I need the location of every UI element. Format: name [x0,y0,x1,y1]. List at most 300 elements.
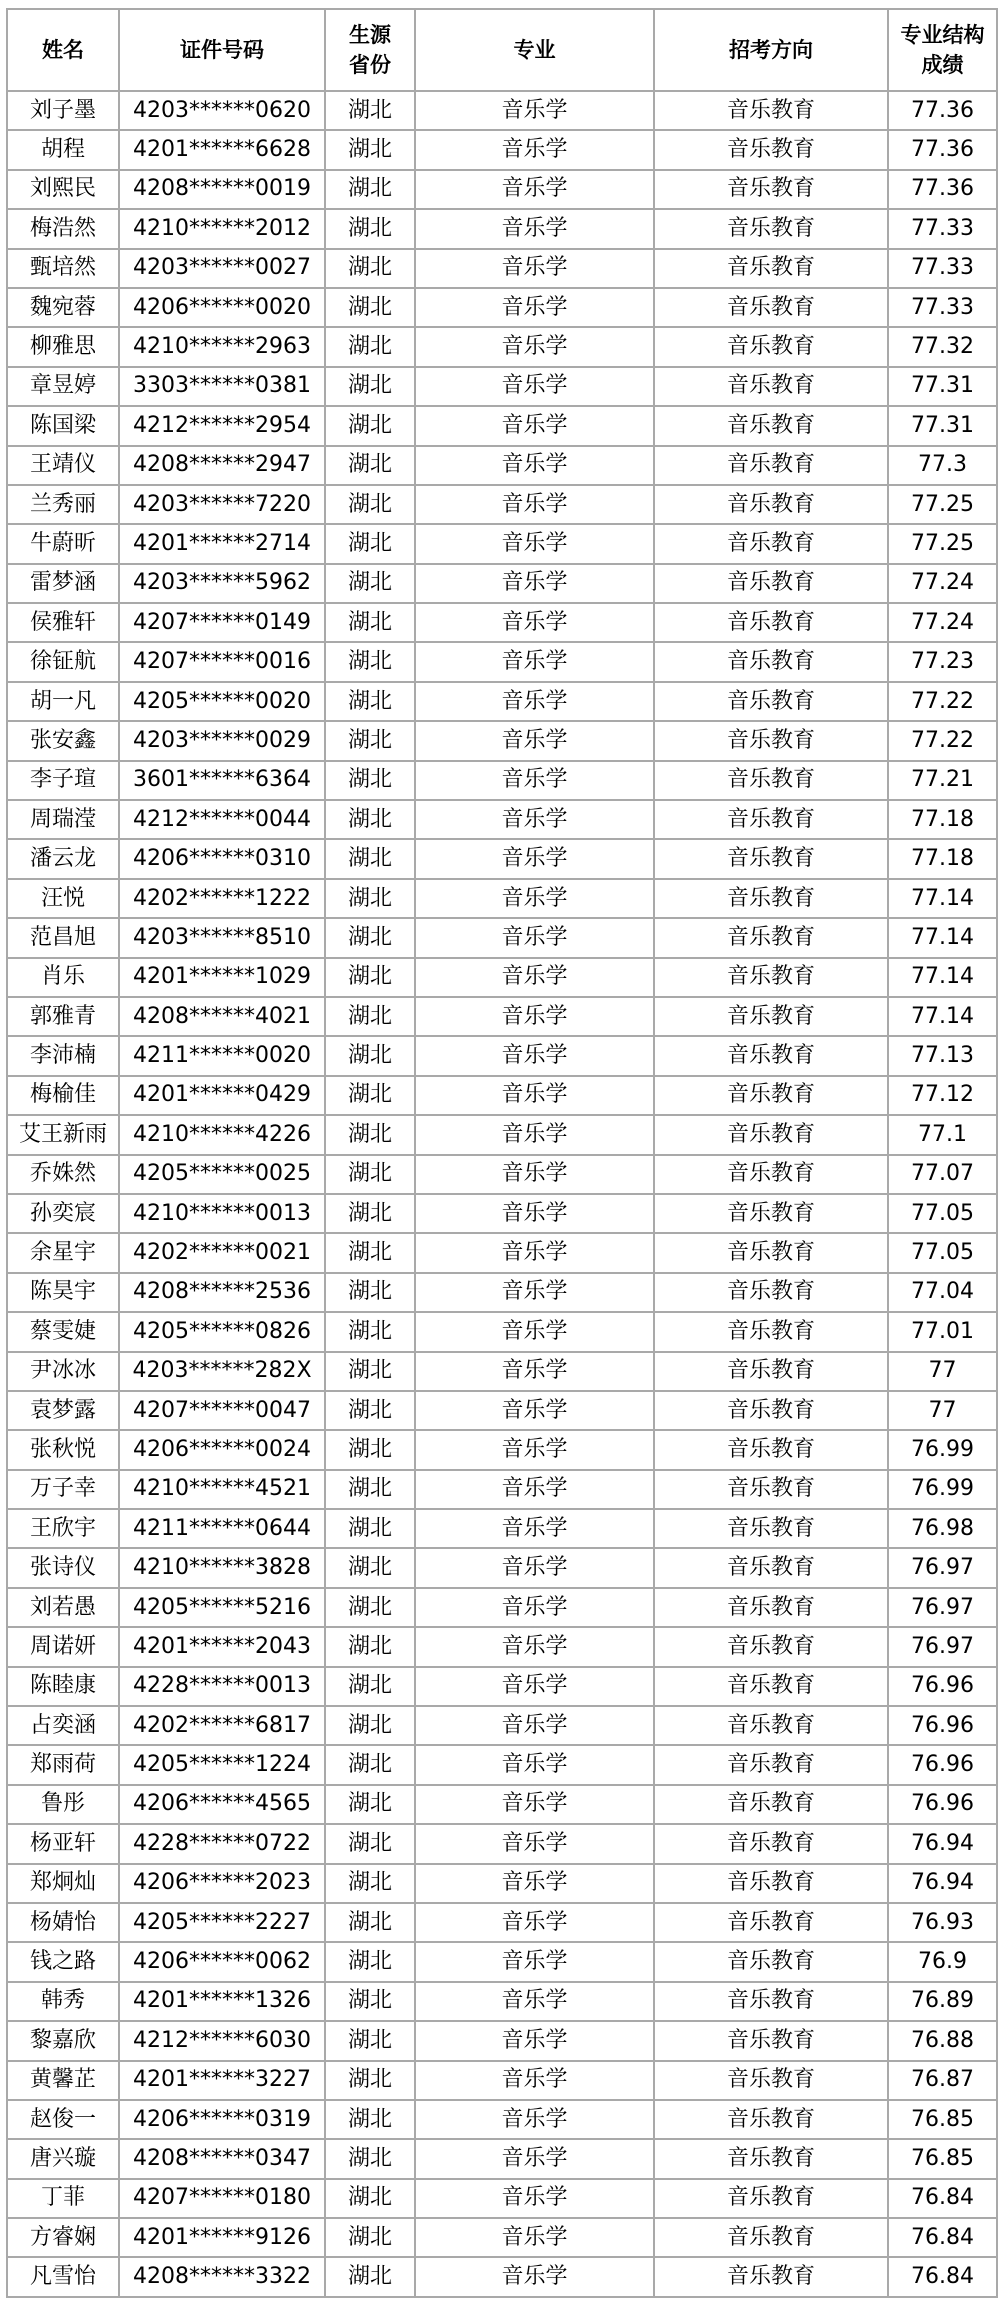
cell-name: 李子瑄 [7,761,119,800]
cell-origin: 湖北 [325,1036,415,1075]
cell-major: 音乐学 [415,2139,654,2178]
table-row [7,91,997,130]
cell-major: 音乐学 [415,1942,654,1981]
cell-id: 4206******0024 [119,1430,325,1469]
table-row [7,2100,997,2139]
table-row [7,1706,997,1745]
cell-score: 77.21 [888,761,997,800]
cell-id: 4203******0027 [119,249,325,288]
cell-id: 4212******2954 [119,406,325,445]
cell-id: 4206******2023 [119,1864,325,1903]
cell-name: 蔡雯婕 [7,1312,119,1351]
cell-name: 柳雅思 [7,327,119,366]
cell-direction: 音乐教育 [654,721,888,760]
cell-score: 77.32 [888,327,997,366]
cell-major: 音乐学 [415,1509,654,1548]
cell-origin: 湖北 [325,1706,415,1745]
cell-origin: 湖北 [325,1430,415,1469]
cell-score: 77 [888,1391,997,1430]
cell-direction: 音乐教育 [654,603,888,642]
cell-origin: 湖北 [325,1470,415,1509]
cell-score: 76.98 [888,1509,997,1548]
table-row [7,2021,997,2060]
cell-major: 音乐学 [415,1115,654,1154]
cell-id: 4201******6628 [119,130,325,169]
table-row [7,918,997,957]
cell-major: 音乐学 [415,367,654,406]
cell-id: 4201******1326 [119,1982,325,2021]
cell-origin: 湖北 [325,564,415,603]
cell-name: 陈国梁 [7,406,119,445]
cell-name: 兰秀丽 [7,485,119,524]
cell-origin: 湖北 [325,1824,415,1863]
table-row [7,1273,997,1312]
cell-direction: 音乐教育 [654,800,888,839]
cell-major: 音乐学 [415,1667,654,1706]
cell-direction: 音乐教育 [654,2218,888,2257]
cell-id: 4206******0319 [119,2100,325,2139]
table-row [7,485,997,524]
table-row [7,170,997,209]
cell-id: 4207******0149 [119,603,325,642]
cell-score: 77.25 [888,485,997,524]
cell-direction: 音乐教育 [654,958,888,997]
table-row [7,327,997,366]
cell-origin: 湖北 [325,1785,415,1824]
cell-origin: 湖北 [325,958,415,997]
cell-origin: 湖北 [325,1352,415,1391]
cell-name: 杨婧怡 [7,1903,119,1942]
cell-id: 4212******6030 [119,2021,325,2060]
cell-major: 音乐学 [415,446,654,485]
cell-id: 4208******2536 [119,1273,325,1312]
cell-major: 音乐学 [415,1548,654,1587]
table-row [7,446,997,485]
table-row [7,1194,997,1233]
cell-direction: 音乐教育 [654,524,888,563]
cell-score: 76.93 [888,1903,997,1942]
cell-origin: 湖北 [325,721,415,760]
cell-id: 4203******8510 [119,918,325,957]
cell-direction: 音乐教育 [654,288,888,327]
cell-origin: 湖北 [325,1864,415,1903]
cell-id: 4203******0029 [119,721,325,760]
cell-name: 艾王新雨 [7,1115,119,1154]
cell-direction: 音乐教育 [654,2021,888,2060]
table-row [7,1391,997,1430]
cell-name: 梅榆佳 [7,1076,119,1115]
cell-name: 周瑞滢 [7,800,119,839]
cell-score: 76.94 [888,1824,997,1863]
cell-direction: 音乐教育 [654,1036,888,1075]
cell-origin: 湖北 [325,130,415,169]
cell-id: 4201******2043 [119,1627,325,1666]
cell-score: 77.22 [888,682,997,721]
cell-major: 音乐学 [415,997,654,1036]
cell-score: 77.05 [888,1194,997,1233]
cell-major: 音乐学 [415,1036,654,1075]
cell-origin: 湖北 [325,1509,415,1548]
table-row [7,1548,997,1587]
cell-score: 76.85 [888,2100,997,2139]
cell-major: 音乐学 [415,879,654,918]
cell-id: 4203******0620 [119,91,325,130]
cell-name: 鲁彤 [7,1785,119,1824]
cell-origin: 湖北 [325,249,415,288]
cell-name: 梅浩然 [7,209,119,248]
table-row [7,603,997,642]
table-row [7,997,997,1036]
cell-direction: 音乐教育 [654,170,888,209]
cell-id: 3303******0381 [119,367,325,406]
cell-origin: 湖北 [325,603,415,642]
table-row [7,958,997,997]
table-row [7,1352,997,1391]
cell-direction: 音乐教育 [654,1588,888,1627]
cell-direction: 音乐教育 [654,761,888,800]
cell-origin: 湖北 [325,524,415,563]
cell-name: 胡程 [7,130,119,169]
cell-major: 音乐学 [415,2257,654,2296]
cell-score: 77.01 [888,1312,997,1351]
cell-name: 汪悦 [7,879,119,918]
cell-major: 音乐学 [415,603,654,642]
cell-score: 77.18 [888,839,997,878]
header-direction: 招考方向 [654,9,888,91]
cell-score: 76.96 [888,1667,997,1706]
cell-direction: 音乐教育 [654,1864,888,1903]
cell-score: 76.88 [888,2021,997,2060]
cell-id: 4228******0013 [119,1667,325,1706]
cell-score: 77.31 [888,367,997,406]
cell-direction: 音乐教育 [654,1115,888,1154]
cell-score: 77.14 [888,958,997,997]
cell-origin: 湖北 [325,1627,415,1666]
cell-direction: 音乐教育 [654,1233,888,1272]
cell-origin: 湖北 [325,209,415,248]
table-row [7,209,997,248]
cell-name: 余星宇 [7,1233,119,1272]
cell-origin: 湖北 [325,2218,415,2257]
header-origin: 生源省份 [325,9,415,91]
cell-direction: 音乐教育 [654,1824,888,1863]
cell-major: 音乐学 [415,327,654,366]
cell-score: 76.99 [888,1470,997,1509]
cell-major: 音乐学 [415,2179,654,2218]
cell-major: 音乐学 [415,249,654,288]
cell-direction: 音乐教育 [654,1312,888,1351]
cell-direction: 音乐教育 [654,1903,888,1942]
cell-score: 77.14 [888,879,997,918]
table-row [7,1036,997,1075]
cell-direction: 音乐教育 [654,879,888,918]
cell-origin: 湖北 [325,1588,415,1627]
cell-origin: 湖北 [325,1391,415,1430]
cell-origin: 湖北 [325,2100,415,2139]
header-id: 证件号码 [119,9,325,91]
cell-origin: 湖北 [325,2179,415,2218]
cell-id: 4206******4565 [119,1785,325,1824]
cell-id: 4206******0020 [119,288,325,327]
cell-origin: 湖北 [325,2021,415,2060]
cell-major: 音乐学 [415,130,654,169]
cell-major: 音乐学 [415,564,654,603]
cell-name: 张秋悦 [7,1430,119,1469]
cell-id: 4211******0020 [119,1036,325,1075]
cell-score: 77.24 [888,564,997,603]
cell-major: 音乐学 [415,1273,654,1312]
cell-id: 4201******2714 [119,524,325,563]
cell-score: 77.33 [888,249,997,288]
cell-name: 魏宛蓉 [7,288,119,327]
cell-score: 77.3 [888,446,997,485]
cell-direction: 音乐教育 [654,367,888,406]
cell-direction: 音乐教育 [654,2257,888,2296]
cell-score: 77.05 [888,1233,997,1272]
cell-major: 音乐学 [415,1627,654,1666]
cell-major: 音乐学 [415,1903,654,1942]
cell-score: 77.12 [888,1076,997,1115]
cell-direction: 音乐教育 [654,1430,888,1469]
table-row [7,1509,997,1548]
cell-name: 李沛楠 [7,1036,119,1075]
table-row [7,1588,997,1627]
cell-id: 4228******0722 [119,1824,325,1863]
cell-direction: 音乐教育 [654,1982,888,2021]
cell-name: 郑雨荷 [7,1745,119,1784]
cell-name: 侯雅轩 [7,603,119,642]
cell-id: 4210******4521 [119,1470,325,1509]
cell-major: 音乐学 [415,1470,654,1509]
cell-major: 音乐学 [415,839,654,878]
cell-name: 刘熙民 [7,170,119,209]
table-row [7,1076,997,1115]
cell-major: 音乐学 [415,642,654,681]
cell-direction: 音乐教育 [654,2179,888,2218]
cell-origin: 湖北 [325,1982,415,2021]
cell-direction: 音乐教育 [654,130,888,169]
cell-origin: 湖北 [325,918,415,957]
table-row [7,721,997,760]
cell-score: 76.84 [888,2257,997,2296]
cell-origin: 湖北 [325,682,415,721]
cell-origin: 湖北 [325,1667,415,1706]
table-row [7,1745,997,1784]
table-row [7,288,997,327]
table-row [7,564,997,603]
cell-name: 唐兴璇 [7,2139,119,2178]
cell-name: 占奕涵 [7,1706,119,1745]
cell-score: 77 [888,1352,997,1391]
cell-id: 4201******9126 [119,2218,325,2257]
cell-name: 刘若愚 [7,1588,119,1627]
cell-score: 76.87 [888,2061,997,2100]
cell-direction: 音乐教育 [654,1076,888,1115]
cell-major: 音乐学 [415,485,654,524]
cell-score: 77.31 [888,406,997,445]
table-row [7,1470,997,1509]
cell-major: 音乐学 [415,918,654,957]
cell-score: 76.94 [888,1864,997,1903]
cell-score: 77.14 [888,918,997,957]
cell-id: 4206******0310 [119,839,325,878]
cell-direction: 音乐教育 [654,1548,888,1587]
cell-direction: 音乐教育 [654,1194,888,1233]
cell-score: 76.99 [888,1430,997,1469]
cell-direction: 音乐教育 [654,564,888,603]
cell-direction: 音乐教育 [654,91,888,130]
cell-direction: 音乐教育 [654,1470,888,1509]
cell-id: 4208******3322 [119,2257,325,2296]
cell-major: 音乐学 [415,2100,654,2139]
cell-name: 袁梦露 [7,1391,119,1430]
table-row [7,406,997,445]
cell-score: 76.97 [888,1548,997,1587]
table-row [7,2179,997,2218]
cell-name: 刘子墨 [7,91,119,130]
cell-score: 77.33 [888,288,997,327]
cell-origin: 湖北 [325,367,415,406]
cell-id: 4208******0019 [119,170,325,209]
cell-origin: 湖北 [325,761,415,800]
table-row [7,1312,997,1351]
cell-name: 黄馨芷 [7,2061,119,2100]
cell-score: 77.36 [888,130,997,169]
cell-major: 音乐学 [415,1430,654,1469]
cell-name: 陈昊宇 [7,1273,119,1312]
cell-origin: 湖北 [325,2061,415,2100]
cell-id: 4205******2227 [119,1903,325,1942]
cell-major: 音乐学 [415,682,654,721]
cell-direction: 音乐教育 [654,1155,888,1194]
cell-name: 潘云龙 [7,839,119,878]
table-row [7,761,997,800]
table-row [7,1430,997,1469]
cell-name: 丁菲 [7,2179,119,2218]
cell-id: 4201******3227 [119,2061,325,2100]
cell-direction: 音乐教育 [654,406,888,445]
cell-origin: 湖北 [325,91,415,130]
cell-name: 万子幸 [7,1470,119,1509]
cell-major: 音乐学 [415,1233,654,1272]
cell-score: 76.96 [888,1745,997,1784]
cell-id: 4210******4226 [119,1115,325,1154]
cell-origin: 湖北 [325,879,415,918]
cell-major: 音乐学 [415,1864,654,1903]
cell-id: 4210******0013 [119,1194,325,1233]
cell-name: 王欣宇 [7,1509,119,1548]
cell-name: 王靖仪 [7,446,119,485]
header-major: 专业 [415,9,654,91]
cell-id: 4207******0016 [119,642,325,681]
cell-name: 周诺妍 [7,1627,119,1666]
cell-name: 陈睦康 [7,1667,119,1706]
cell-id: 4210******2963 [119,327,325,366]
cell-direction: 音乐教育 [654,1509,888,1548]
cell-major: 音乐学 [415,91,654,130]
cell-major: 音乐学 [415,1391,654,1430]
cell-id: 4205******0025 [119,1155,325,1194]
cell-score: 77.24 [888,603,997,642]
table-row [7,524,997,563]
cell-direction: 音乐教育 [654,918,888,957]
cell-direction: 音乐教育 [654,209,888,248]
table-row [7,1233,997,1272]
cell-score: 77.25 [888,524,997,563]
cell-score: 77.22 [888,721,997,760]
cell-origin: 湖北 [325,642,415,681]
cell-origin: 湖北 [325,406,415,445]
cell-origin: 湖北 [325,2257,415,2296]
cell-major: 音乐学 [415,1588,654,1627]
cell-origin: 湖北 [325,1312,415,1351]
cell-direction: 音乐教育 [654,1706,888,1745]
cell-score: 77.36 [888,170,997,209]
cell-id: 4202******1222 [119,879,325,918]
table-row [7,1627,997,1666]
table-row [7,1667,997,1706]
table-row [7,2139,997,2178]
cell-name: 张诗仪 [7,1548,119,1587]
table-row [7,682,997,721]
cell-id: 4205******5216 [119,1588,325,1627]
table-row [7,367,997,406]
cell-id: 4212******0044 [119,800,325,839]
cell-name: 凡雪怡 [7,2257,119,2296]
cell-name: 徐钲航 [7,642,119,681]
cell-name: 黎嘉欣 [7,2021,119,2060]
cell-origin: 湖北 [325,1194,415,1233]
cell-origin: 湖北 [325,446,415,485]
cell-id: 4208******4021 [119,997,325,1036]
cell-score: 77.1 [888,1115,997,1154]
cell-id: 4205******0826 [119,1312,325,1351]
cell-direction: 音乐教育 [654,1627,888,1666]
cell-direction: 音乐教育 [654,1352,888,1391]
cell-score: 77.36 [888,91,997,130]
cell-score: 76.84 [888,2218,997,2257]
cell-name: 韩秀 [7,1982,119,2021]
cell-score: 76.9 [888,1942,997,1981]
cell-id: 4202******6817 [119,1706,325,1745]
cell-major: 音乐学 [415,2218,654,2257]
score-table [6,8,998,2298]
cell-id: 4201******1029 [119,958,325,997]
cell-id: 4205******1224 [119,1745,325,1784]
cell-direction: 音乐教育 [654,682,888,721]
cell-id: 4208******2947 [119,446,325,485]
cell-origin: 湖北 [325,1273,415,1312]
cell-origin: 湖北 [325,1233,415,1272]
cell-id: 4203******5962 [119,564,325,603]
cell-direction: 音乐教育 [654,1745,888,1784]
cell-id: 4210******3828 [119,1548,325,1587]
cell-score: 76.97 [888,1627,997,1666]
cell-score: 77.04 [888,1273,997,1312]
cell-id: 4206******0062 [119,1942,325,1981]
cell-direction: 音乐教育 [654,249,888,288]
cell-major: 音乐学 [415,406,654,445]
cell-major: 音乐学 [415,1194,654,1233]
cell-id: 4207******0180 [119,2179,325,2218]
cell-major: 音乐学 [415,2061,654,2100]
cell-name: 甄培然 [7,249,119,288]
cell-direction: 音乐教育 [654,642,888,681]
cell-id: 4207******0047 [119,1391,325,1430]
cell-name: 牛蔚昕 [7,524,119,563]
cell-major: 音乐学 [415,1312,654,1351]
cell-major: 音乐学 [415,524,654,563]
